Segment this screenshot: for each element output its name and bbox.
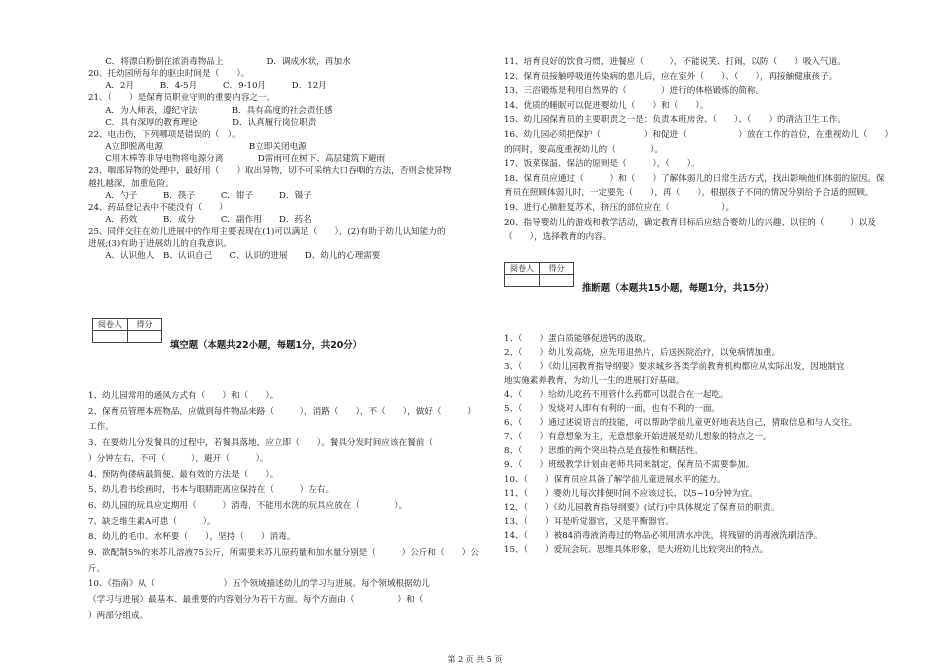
text-line: A．为人师表，遵纪守法 B．具有高度的社会责任感 [88, 105, 333, 116]
text-line: 12、（ ）《幼儿园教育指导纲要》(试行)中具体规定了保育员的职责。 [504, 502, 780, 513]
text-line: 5、幼儿看书绘画时，书本与眼睛距离应保持在（ ）左右。 [88, 485, 335, 496]
text-line: 24、药品登记表中不能没有（ ） [88, 202, 228, 213]
text-line: A．药效 B．成分 C．副作用 D．药名 [88, 214, 312, 225]
text-line: 9、（ ）班级教学计划由老师共同来制定，保育员不需要参加。 [504, 460, 755, 471]
score-box-judge [504, 262, 574, 287]
text-line: 育员在照顾体弱儿时，一定要先（ ），再（ ），根据孩子不同的情况分别给予合适的照顾。 [504, 188, 874, 199]
text-line: 10、《指南》从（ ）五个领域描述幼儿的学习与进展。每个领域根据幼儿 [88, 579, 430, 590]
text-line: ）两部分组成。 [88, 610, 149, 621]
text-line: 15、幼儿园保育员的主要职责之一是：负责本班房舍、（ ）、（ ）的清洁卫生工作。 [504, 115, 846, 126]
reviewer-label: 阅卷人 [98, 320, 122, 329]
score-cell [539, 275, 573, 286]
text-line: 2、保育员管理本班物品，应做到每件物品来路（ ），消路（ ），不（ ），做好（ ） [88, 406, 476, 417]
text-line: ）分钟左右，不可（ ），避开（ ）。 [88, 453, 269, 464]
text-line: 15、（ ）爱玩会玩、思维具体形象，是大班幼儿比较突出的特点。 [504, 544, 769, 555]
text-line: 25、同伴交往在幼儿进展中的作用主要表现在(1)可以满足（ ），(2)有助于幼儿认知能力的 [88, 227, 446, 238]
text-line: 3、（ ）《幼儿园教育指导纲要》要求城乡各类学前教育机构都应从实际出发，因地制宜 [504, 362, 845, 373]
text-line: 5、（ ）发烧对人即有有利的一面，也有不利的一面。 [504, 404, 721, 415]
score-label: 得分 [127, 319, 161, 330]
text-line: 进展;(3)有助于进展幼儿的自我意识。 [88, 239, 232, 250]
reviewer-cell [505, 275, 539, 286]
text-line: 11、培育良好的饮食习惯，进餐应（ ），不能说笑、打闹，以防（ ）吸入气道。 [504, 57, 846, 67]
text-line: （ ），选择教育的内容。 [504, 232, 612, 243]
text-line: A．2月 B．4-5月 C．9-10月 D．12月 [88, 81, 327, 92]
text-line: 的同时，要高度重视幼儿的（ ）。 [504, 144, 663, 155]
text-line: 4、预防佝偻病最简便、最有效的方法是（ ）。 [88, 469, 279, 480]
score-cell [127, 331, 161, 342]
text-line: 3、在要幼儿分发餐具的过程中，若餐具落地，应立即（ ）。餐具分发时间应该在餐前（ [88, 438, 451, 449]
text-line: C用木棒等非导电物将电源分离 D雷雨可在树下、高层建筑下避雨 [88, 154, 386, 165]
text-line: 13、（ ）耳是听觉器官，又是平衡器官。 [504, 516, 674, 527]
text-line: 地实施素养教育，为幼儿一生的进展打好基础。 [504, 376, 685, 387]
text-line: 1、幼儿园常用的通风方式有（ ）和（ ）。 [88, 391, 279, 401]
page-footer: 第 2 页 共 5 页 [447, 655, 503, 664]
score-box-fill [92, 318, 162, 343]
text-line: 13、三浴锻炼是利用自然界的（ ）进行的体格锻炼的简称。 [504, 86, 765, 97]
text-line: 6、（ ）通过述说语言的技能，可以帮助学前儿童更好地表达自己，猜取信息和与人交往。 [504, 418, 858, 429]
text-line: 6、幼儿园的玩具应定期用（ ）消毒，不能用水洗的玩具应放在（ ）。 [88, 500, 408, 511]
text-line: 12、保育员接触呼吸道传染病的患儿后，应在室外（ ）、（ ），再接触健康孩子。 [504, 71, 838, 82]
text-line: 20、托幼园所每年的驱虫时间是（ ）。 [88, 69, 250, 80]
text-line: C．将漂白粉倒在浓消毒物品上 D．调成水状，再加水 [88, 57, 351, 67]
judge-section-title: 推断题（本题共15小题，每题1分，共15分） [582, 283, 774, 294]
text-line: 斤。 [88, 563, 106, 574]
text-line: 工作。 [88, 422, 114, 433]
text-line: C．具有深厚的教育理论 D．认真履行岗位职责 [88, 117, 317, 128]
text-line: A立即脱离电源 B立即关闭电源 [88, 142, 307, 153]
text-line: 越扎越深，加重危险。 [88, 178, 174, 189]
text-line: 7、（ ）有意想象为主，无意想象开始进展是幼儿想象的特点之一。 [504, 432, 772, 443]
text-line: 23、咽部异物的处理中，最好用（ ）取出异物，切不可采纳大口吞咽的方法，否则会使异物 [88, 166, 452, 177]
text-line: 14、（ ）被84消毒液消毒过的物品必须用清水冲洗，将残留的消毒液洗刷洁净。 [504, 530, 823, 541]
text-line: A．勺子 B．筷子 C．钳子 D．镊子 [88, 190, 312, 201]
text-line: A、认识他人 B、认识自己 C、认识的进展 D、幼儿的心理需要 [88, 251, 381, 262]
text-line: （学习与进展）最基本、最重要的内容划分为若干方面。每个方面由（ ）和（ [88, 595, 449, 606]
text-line: 17、饭菜保温、保洁的原则是（ ），（ ）。 [504, 159, 700, 170]
text-line: 22、电击伤，下列哪项是错误的（ ）。 [88, 129, 241, 140]
text-line: 16、幼儿园必须把保护（ ）和促进（ ）放在工作的首位，在重视幼儿（ ） [504, 130, 894, 140]
text-line: 21、（ ）是保育员职业守则的重要内容之一。 [88, 93, 276, 104]
reviewer-cell [93, 331, 127, 342]
text-line: 8、幼儿的毛巾、水杯要（ ），坚持（ ）消毒。 [88, 532, 296, 543]
text-line: 8、（ ）思维的两个突出特点是直接性和概括性。 [504, 446, 703, 457]
text-line: 10、（ ）保育员应具备了解学前儿童进展水平的能力。 [504, 474, 726, 485]
text-line: 1、（ ）蛋白质能够促进钙的汲取。 [504, 334, 652, 344]
text-line: 4、（ ）给幼儿吃药不用管什么药都可以混合在一起吃。 [504, 390, 729, 401]
text-line: 7、缺乏维生素A可患（ ）。 [88, 516, 216, 527]
text-line: 18、保育员应通过（ ）和（ ）了解体弱儿的日常生活方式，找出影响他们体弱的原因。保 [504, 173, 885, 184]
text-line: 14、优质的睡眠可以促进婴幼儿（ ）和（ ）。 [504, 100, 709, 111]
text-line: 20、指导婴幼儿的游戏和教学活动，确定教育目标后应结合婴幼儿的兴趣、以往的（ ）以及 [504, 217, 876, 228]
fill-section-title: 填空题（本题共22小题，每题1分，共20分） [170, 340, 362, 351]
text-line: 19、进行心肺脏复苏术，挤压的部位应在（ ）。 [504, 203, 735, 213]
text-line: 11、（ ）婴幼儿每次排便时间不应该过长，以5~10分钟为宜。 [504, 488, 758, 499]
reviewer-label: 阅卷人 [510, 264, 534, 273]
text-line: 2、（ ）幼儿发高烧，应先用退热片，后送医院治疗，以免病情加重。 [504, 348, 781, 359]
text-line: 9、欲配制5%的来苏儿溶液75公斤，所需要来苏儿原药量和加水量分别是（ ）公斤和（ ）公 [88, 548, 479, 558]
score-label: 得分 [539, 263, 573, 274]
